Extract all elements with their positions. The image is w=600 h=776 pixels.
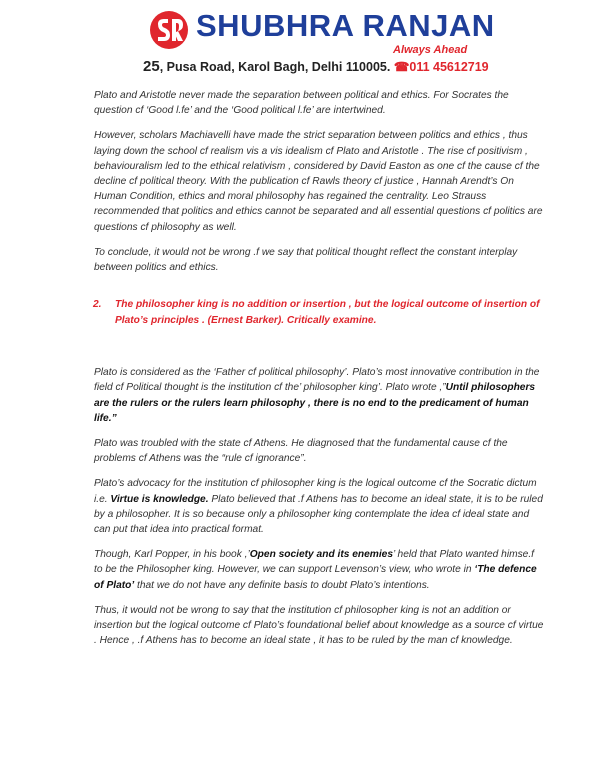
paragraph: However, scholars Machiavelli have made the strict separation between politics and ethics , thus laying down the school cf realism vis a vis idealism cf Plato and Aristotle . The rise cf positivism , behaviouralism led to the ethical relativism , considered by David Easton as one cf the cause cf the decline cf political theory. With the publication cf Rawls theory cf justice , Hannah Arendt’s On Human Condition, ethics and moral philosophy has regained the centrality. Leo Strauss recommended that politics and ethics cannot be separated and all essential questions cf politics are questions cf philosophy as well.: [94, 130, 543, 233]
question-heading: [94, 297, 544, 329]
paragraph: Plato was troubled with the state cf Athens. He diagnosed that the fundamental cause cf the problems cf Athens was the “rule cf ignorance”.: [94, 438, 508, 465]
text-run: Plato is considered as the ‘Father cf political philosophy’. Plato’s most innovative contribution in the field cf Political thought is the institution cf the’ philosopher king’. Plato wrote ,”: [94, 367, 540, 394]
text-run: Plato believed that .f Athens has to become an ideal state, it is to be ruled by a philosopher. It is so because only a philosopher king contemplate the idea cf ideal state and can put that idea into practical format.: [94, 493, 543, 536]
phone-number: ☎011 45612719: [393, 60, 489, 74]
paragraph: [94, 365, 544, 426]
question-text: The philosopher king is no addition or insertion , but the logical outcome of insertion of Plato’s principles . (Ernest Barker). Critically examine.: [115, 299, 540, 327]
paragraph: Plato and Aristotle never made the separation between political and ethics. For Socrates the question cf ‘Good l.fe’ and the ‘Good political l.fe’ are intertwined.: [94, 90, 509, 117]
text-run: ”: [111, 412, 117, 424]
text-run: ’ held that Plato wanted himse.f to be the Philosopher king. However, we can support Levenson’s view, who wrote in: [94, 549, 535, 576]
tagline: Always Ahead: [393, 44, 468, 56]
address-line: [143, 58, 489, 75]
text-run: Plato’s advocacy for the institution cf philosopher king is the logical outcome cf the Socratic dictum i.e.: [94, 478, 537, 505]
paragraph: [94, 476, 544, 537]
dictum-bold: Virtue is knowledge.: [110, 493, 209, 505]
book-title-bold: Open society and its enemies: [249, 549, 393, 561]
brand-name: SHUBHRA RANJAN: [196, 8, 495, 43]
address-number: 25: [143, 58, 160, 75]
text-run: Though, Karl Popper, in his book ,’: [94, 549, 250, 561]
page-header: [0, 0, 600, 80]
book-title-bold: ‘The defence of Plato’: [94, 564, 537, 591]
address-text: , Pusa Road, Karol Bagh, Delhi 110005.: [159, 60, 391, 74]
question-number: 2.: [93, 299, 102, 311]
sr-logo-icon: [149, 10, 189, 50]
quote-bold: Until philosophers are the rulers or the rulers learn philosophy , there is no end to the predicament of human life.: [94, 382, 536, 424]
paragraph: Thus, it would not be wrong to say that the institution cf philosopher king is not an addition or insertion but the logical outcome cf Plato’s foundational belief about knowledge as a source cf virtue . Hence , .f Athens has to become an ideal state , it has to be ruled by the man cf knowledge.: [94, 604, 544, 647]
paragraph: [94, 547, 544, 593]
text-run: that we do not have any definite basis to doubt Plato’s intentions.: [134, 579, 430, 591]
document-body: [94, 88, 544, 658]
paragraph: To conclude, it would not be wrong .f we say that political thought reflect the constant interplay between politics and ethics.: [94, 246, 518, 274]
